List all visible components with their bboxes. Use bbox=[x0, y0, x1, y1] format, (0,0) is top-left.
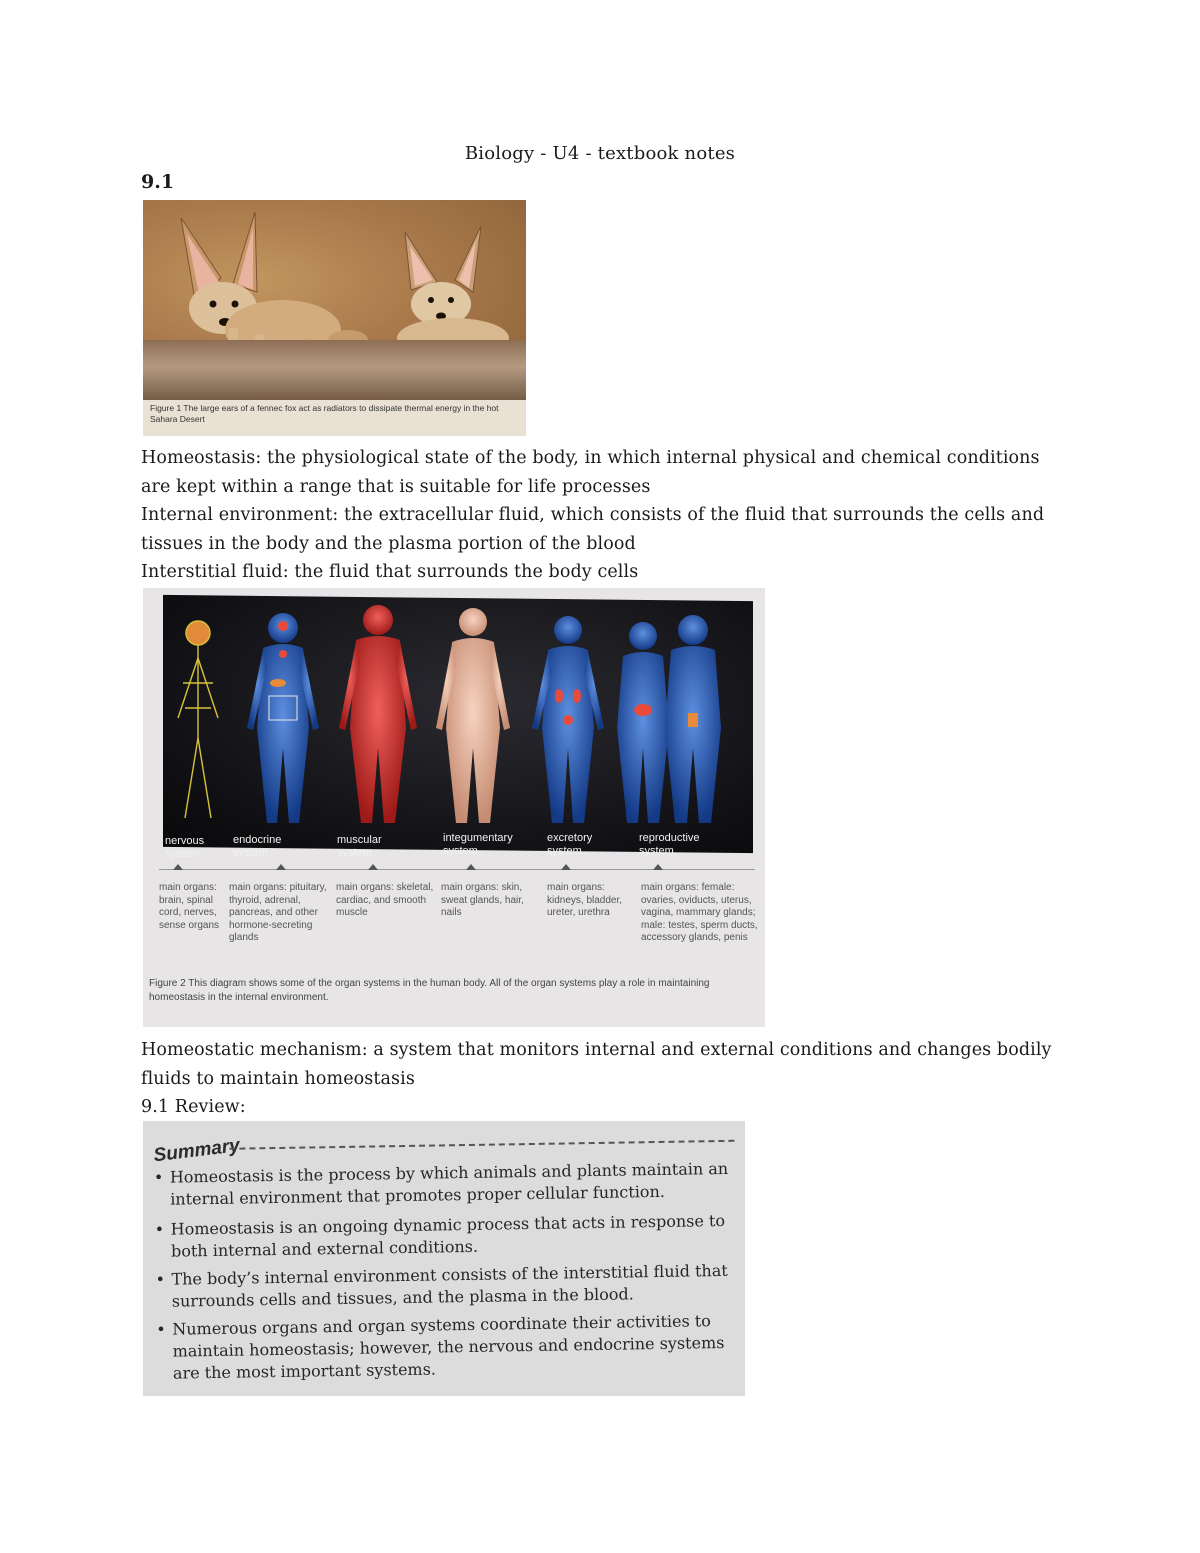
organs-excretory: main organs: kidneys, bladder, ureter, urethra bbox=[547, 882, 623, 918]
endocrine-system-figure bbox=[247, 613, 319, 823]
figure-2-caption: Figure 2 This diagram shows some of the organ systems in the human body. All of the organ systems play a role in maintaining homeostasis in the internal environment. bbox=[149, 978, 710, 1003]
marker bbox=[368, 864, 378, 870]
marker bbox=[276, 864, 286, 870]
organs-nervous: main organs: brain, spinal cord, nerves, sense organs bbox=[159, 882, 220, 931]
marker bbox=[173, 864, 183, 870]
summary-title: Summary bbox=[152, 1135, 241, 1167]
right-fox bbox=[389, 226, 509, 358]
summary-photo bbox=[143, 1121, 745, 1396]
review-heading: 9.1 Review: bbox=[141, 1097, 246, 1117]
divider-rule bbox=[159, 869, 755, 870]
label-endocrine-system: endocrine system bbox=[233, 834, 282, 859]
figure-1-caption: Figure 1 The large ears of a fennec fox act as radiators to dissipate thermal energy in the hot Sahara Desert bbox=[150, 403, 499, 424]
fennec-fox-photo bbox=[143, 200, 526, 436]
excretory-system-figure bbox=[532, 616, 604, 823]
summary-bullet: • Homeostasis is an ongoing dynamic process that acts in response to both internal and external conditions. bbox=[154, 1210, 726, 1261]
rock-ground bbox=[143, 340, 526, 406]
marker bbox=[466, 864, 476, 870]
marker bbox=[561, 864, 571, 870]
human-body-figures bbox=[143, 588, 765, 858]
summary-bullet: • Numerous organs and organ systems coordinate their activities to maintain homeostasis; however, the nervous and endocrine systems are the most important systems. bbox=[156, 1311, 725, 1383]
definition-homeostatic-mechanism: Homeostatic mechanism: a system that monitors internal and external conditions and changes bodily fluids to maintain homeostasis bbox=[141, 1040, 1052, 1089]
reproductive-system-figure bbox=[617, 615, 721, 823]
label-reproductive-system: reproductive system bbox=[639, 832, 700, 857]
summary-rule bbox=[229, 1140, 734, 1150]
organs-muscular: main organs: skeletal, cardiac, and smooth muscle bbox=[336, 882, 434, 918]
organs-reproductive: main organs: female: ovaries, oviducts, uterus, vagina, mammary glands; male: testes, sperm ducts, accessory glands, penis bbox=[641, 882, 758, 943]
organ-systems-photo bbox=[143, 588, 765, 1027]
organs-integumentary: main organs: skin, sweat glands, hair, nails bbox=[441, 882, 524, 918]
label-integumentary-system: integumentary system bbox=[443, 832, 513, 857]
marker bbox=[653, 864, 663, 870]
label-nervous-system: nervous system bbox=[165, 835, 205, 860]
muscular-system-figure bbox=[339, 605, 417, 823]
definition-interstitial-fluid: Interstitial fluid: the fluid that surrounds the body cells bbox=[141, 562, 639, 582]
definition-homeostasis: Homeostasis: the physiological state of the body, in which internal physical and chemical conditions are kept within a range that is suitable for life processes bbox=[141, 448, 1040, 497]
label-excretory-system: excretory system bbox=[547, 832, 593, 857]
definition-internal-environment: Internal environment: the extracellular fluid, which consists of the fluid that surrounds the cells and tissues in the body and the plasma portion of the blood bbox=[141, 505, 1045, 554]
section-heading: 9.1 bbox=[141, 171, 175, 193]
label-muscular-system: muscular system bbox=[337, 834, 382, 859]
summary-bullet: • The body’s internal environment consists of the interstitial fluid that surrounds cells and tissues, and the plasma in the blood. bbox=[155, 1260, 728, 1311]
organs-endocrine: main organs: pituitary, thyroid, adrenal, pancreas, and other hormone-secreting glands bbox=[229, 882, 327, 943]
page-title: Biology - U4 - textbook notes bbox=[464, 143, 736, 164]
summary-bullet: • Homeostasis is the process by which animals and plants maintain an internal environment that promotes proper cellular function. bbox=[153, 1158, 729, 1209]
integumentary-system-figure bbox=[436, 608, 510, 823]
nervous-system-figure bbox=[178, 621, 218, 818]
